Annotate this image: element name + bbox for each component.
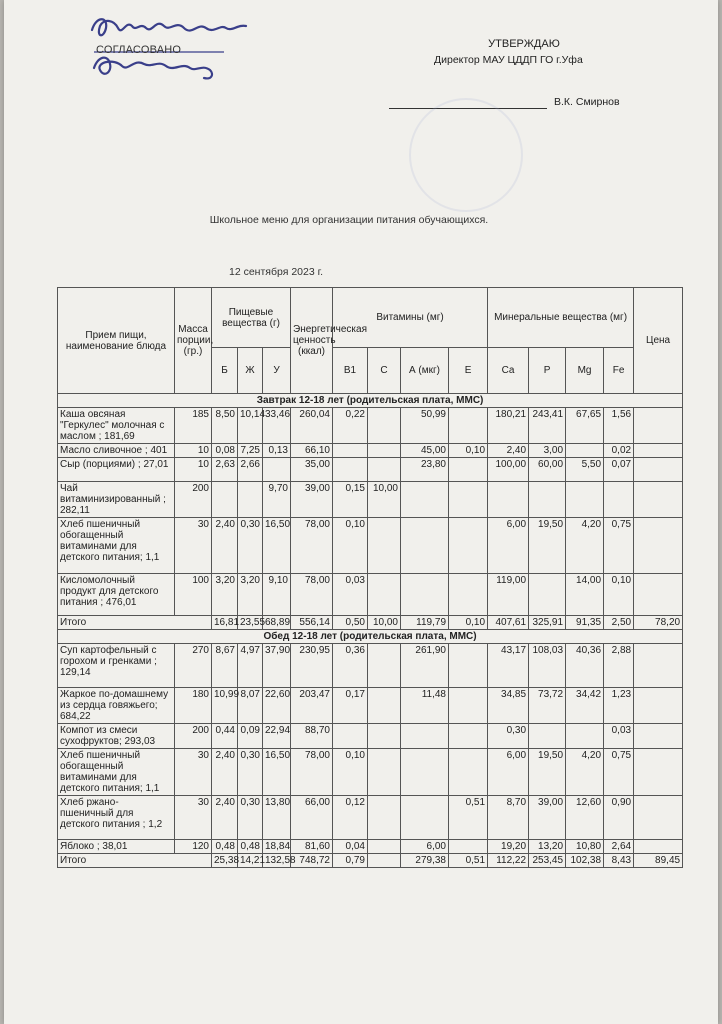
total-b1: 0,79	[333, 854, 368, 868]
header-e: Е	[449, 348, 488, 394]
dish-mass: 120	[175, 840, 212, 854]
dish-a	[401, 724, 449, 749]
dish-mg: 4,20	[566, 749, 604, 796]
section-header-row	[58, 394, 683, 408]
dish-zh: 0,48	[238, 840, 263, 854]
table-row	[58, 574, 683, 616]
dish-e: 0,10	[449, 444, 488, 458]
dish-mass: 180	[175, 688, 212, 724]
dish-price	[634, 688, 683, 724]
total-c	[368, 854, 401, 868]
total-zh: 23,55	[238, 616, 263, 630]
total-label: Итого	[58, 616, 212, 630]
header-u: У	[263, 348, 291, 394]
total-mg: 91,35	[566, 616, 604, 630]
dish-price	[634, 724, 683, 749]
dish-mg: 12,60	[566, 796, 604, 840]
dish-c	[368, 444, 401, 458]
header-b1: В1	[333, 348, 368, 394]
dish-energy: 66,10	[291, 444, 333, 458]
dish-u: 16,50	[263, 749, 291, 796]
dish-e	[449, 574, 488, 616]
dish-energy: 66,00	[291, 796, 333, 840]
dish-fe: 0,03	[604, 724, 634, 749]
dish-name: Хлеб пшеничный обогащенный витаминами для детского питания; 1,1	[58, 749, 175, 796]
dish-mg	[566, 724, 604, 749]
dish-e	[449, 518, 488, 574]
dish-ca: 43,17	[488, 644, 529, 688]
total-energy: 556,14	[291, 616, 333, 630]
total-a: 119,79	[401, 616, 449, 630]
total-price: 89,45	[634, 854, 683, 868]
dish-price	[634, 518, 683, 574]
dish-zh	[238, 482, 263, 518]
dish-p	[529, 574, 566, 616]
dish-mass: 30	[175, 749, 212, 796]
dish-ca: 8,70	[488, 796, 529, 840]
dish-b: 2,40	[212, 518, 238, 574]
total-fe: 8,43	[604, 854, 634, 868]
dish-mass: 270	[175, 644, 212, 688]
dish-energy: 81,60	[291, 840, 333, 854]
header-ca: Са	[488, 348, 529, 394]
dish-a	[401, 796, 449, 840]
dish-b1: 0,17	[333, 688, 368, 724]
section-header-row	[58, 630, 683, 644]
dish-c: 10,00	[368, 482, 401, 518]
dish-p	[529, 482, 566, 518]
dish-b1: 0,22	[333, 408, 368, 444]
dish-c	[368, 840, 401, 854]
dish-zh: 10,14	[238, 408, 263, 444]
dish-mg: 4,20	[566, 518, 604, 574]
dish-mass: 200	[175, 482, 212, 518]
dish-e	[449, 482, 488, 518]
dish-ca: 2,40	[488, 444, 529, 458]
dish-b: 8,50	[212, 408, 238, 444]
dish-p: 19,50	[529, 518, 566, 574]
approve-director: Директор МАУ ЦДДП ГО г.Уфа	[434, 54, 583, 66]
dish-p: 243,41	[529, 408, 566, 444]
dish-energy: 230,95	[291, 644, 333, 688]
dish-zh: 7,25	[238, 444, 263, 458]
dish-b1: 0,36	[333, 644, 368, 688]
dish-a: 50,99	[401, 408, 449, 444]
dish-c	[368, 724, 401, 749]
dish-fe: 1,56	[604, 408, 634, 444]
dish-name: Каша овсяная "Геркулес" молочная с маслом ; 181,69	[58, 408, 175, 444]
table-row	[58, 749, 683, 796]
dish-b: 0,08	[212, 444, 238, 458]
dish-mass: 10	[175, 458, 212, 482]
document-date: 12 сентября 2023 г.	[229, 266, 324, 278]
dish-fe: 1,23	[604, 688, 634, 724]
dish-name: Жаркое по-домашнему из сердца говяжьего; 684,22	[58, 688, 175, 724]
dish-price	[634, 840, 683, 854]
dish-b1	[333, 724, 368, 749]
header-nutrients: Пищевые вещества (г)	[212, 288, 291, 348]
table-row	[58, 840, 683, 854]
dish-a: 23,80	[401, 458, 449, 482]
dish-mg: 67,65	[566, 408, 604, 444]
dish-price	[634, 749, 683, 796]
dish-p: 13,20	[529, 840, 566, 854]
dish-fe: 0,02	[604, 444, 634, 458]
dish-price	[634, 644, 683, 688]
dish-b: 8,67	[212, 644, 238, 688]
dish-mg: 10,80	[566, 840, 604, 854]
dish-u: 9,70	[263, 482, 291, 518]
dish-energy: 203,47	[291, 688, 333, 724]
dish-name: Чай витаминизированный ; 282,11	[58, 482, 175, 518]
total-u: 132,58	[263, 854, 291, 868]
total-row	[58, 854, 683, 868]
dish-price	[634, 482, 683, 518]
total-ca: 407,61	[488, 616, 529, 630]
dish-zh: 0,30	[238, 518, 263, 574]
dish-a: 45,00	[401, 444, 449, 458]
total-ca: 112,22	[488, 854, 529, 868]
dish-p: 19,50	[529, 749, 566, 796]
total-label: Итого	[58, 854, 212, 868]
header-c: С	[368, 348, 401, 394]
dish-ca: 6,00	[488, 749, 529, 796]
table-row	[58, 408, 683, 444]
dish-zh: 0,30	[238, 796, 263, 840]
dish-b: 0,48	[212, 840, 238, 854]
dish-u: 13,80	[263, 796, 291, 840]
dish-a	[401, 482, 449, 518]
total-fe: 2,50	[604, 616, 634, 630]
menu-table	[57, 287, 683, 868]
dish-fe: 2,64	[604, 840, 634, 854]
dish-c	[368, 749, 401, 796]
dish-a: 11,48	[401, 688, 449, 724]
dish-fe: 2,88	[604, 644, 634, 688]
dish-e	[449, 749, 488, 796]
dish-e: 0,51	[449, 796, 488, 840]
dish-c	[368, 644, 401, 688]
dish-c	[368, 796, 401, 840]
dish-u: 22,94	[263, 724, 291, 749]
dish-u	[263, 458, 291, 482]
dish-c	[368, 408, 401, 444]
total-a: 279,38	[401, 854, 449, 868]
dish-mg	[566, 444, 604, 458]
header-b: Б	[212, 348, 238, 394]
table-row	[58, 444, 683, 458]
dish-ca: 100,00	[488, 458, 529, 482]
total-p: 253,45	[529, 854, 566, 868]
total-b: 25,38	[212, 854, 238, 868]
dish-mass: 10	[175, 444, 212, 458]
dish-e	[449, 458, 488, 482]
document-title: Школьное меню для организации питания обучающихся.	[209, 214, 489, 226]
total-b1: 0,50	[333, 616, 368, 630]
dish-b: 2,40	[212, 749, 238, 796]
dish-name: Яблоко ; 38,01	[58, 840, 175, 854]
dish-fe	[604, 482, 634, 518]
dish-mg: 40,36	[566, 644, 604, 688]
dish-e	[449, 688, 488, 724]
dish-c	[368, 518, 401, 574]
dish-a	[401, 749, 449, 796]
dish-ca	[488, 482, 529, 518]
table-row	[58, 518, 683, 574]
dish-price	[634, 444, 683, 458]
table-row	[58, 796, 683, 840]
approve-title: УТВЕРЖДАЮ	[488, 38, 560, 50]
menu-body	[58, 394, 683, 868]
total-zh: 14,21	[238, 854, 263, 868]
dish-u: 37,90	[263, 644, 291, 688]
dish-price	[634, 796, 683, 840]
document-page	[4, 0, 718, 1024]
dish-name: Хлеб пшеничный обогащенный витаминами для детского питания; 1,1	[58, 518, 175, 574]
total-b: 16,81	[212, 616, 238, 630]
dish-zh: 4,97	[238, 644, 263, 688]
dish-energy: 78,00	[291, 518, 333, 574]
faint-stamp	[409, 98, 523, 212]
dish-e	[449, 408, 488, 444]
dish-b: 0,44	[212, 724, 238, 749]
header-zh: Ж	[238, 348, 263, 394]
dish-a	[401, 574, 449, 616]
dish-u: 9,10	[263, 574, 291, 616]
table-row	[58, 644, 683, 688]
table-row	[58, 482, 683, 518]
agreed-label: СОГЛАСОВАНО	[96, 44, 182, 56]
dish-u: 0,13	[263, 444, 291, 458]
dish-b: 3,20	[212, 574, 238, 616]
dish-name: Кисломолочный продукт для детского питания ; 476,01	[58, 574, 175, 616]
dish-mass: 30	[175, 796, 212, 840]
dish-energy: 78,00	[291, 749, 333, 796]
dish-a: 6,00	[401, 840, 449, 854]
dish-ca: 6,00	[488, 518, 529, 574]
dish-zh: 2,66	[238, 458, 263, 482]
dish-mass: 30	[175, 518, 212, 574]
dish-b1: 0,04	[333, 840, 368, 854]
dish-fe: 0,75	[604, 749, 634, 796]
dish-energy: 78,00	[291, 574, 333, 616]
dish-name: Сыр (порциями) ; 27,01	[58, 458, 175, 482]
dish-b: 10,99	[212, 688, 238, 724]
dish-ca: 34,85	[488, 688, 529, 724]
dish-p: 108,03	[529, 644, 566, 688]
dish-b1: 0,15	[333, 482, 368, 518]
dish-b1: 0,12	[333, 796, 368, 840]
dish-p: 3,00	[529, 444, 566, 458]
dish-mass: 100	[175, 574, 212, 616]
section-title: Обед 12-18 лет (родительская плата, ММС)	[58, 630, 683, 644]
dish-u: 18,84	[263, 840, 291, 854]
header-a: А (мкг)	[401, 348, 449, 394]
total-price: 78,20	[634, 616, 683, 630]
dish-b1: 0,10	[333, 749, 368, 796]
dish-name: Хлеб ржано-пшеничный для детского питания ; 1,2	[58, 796, 175, 840]
dish-mg: 14,00	[566, 574, 604, 616]
header-vitamins: Витамины (мг)	[333, 288, 488, 348]
agreed-block	[74, 8, 274, 88]
approve-name: В.К. Смирнов	[554, 96, 620, 108]
dish-b1: 0,10	[333, 518, 368, 574]
dish-mg	[566, 482, 604, 518]
total-mg: 102,38	[566, 854, 604, 868]
dish-ca: 0,30	[488, 724, 529, 749]
dish-ca: 119,00	[488, 574, 529, 616]
dish-a	[401, 518, 449, 574]
section-title: Завтрак 12-18 лет (родительская плата, ММС)	[58, 394, 683, 408]
total-p: 325,91	[529, 616, 566, 630]
header-meal: Прием пищи, наименование блюда	[58, 288, 175, 394]
total-e: 0,51	[449, 854, 488, 868]
dish-b: 2,63	[212, 458, 238, 482]
dish-mg: 5,50	[566, 458, 604, 482]
table-row	[58, 458, 683, 482]
header-energy: Энергетическая ценность (ккал)	[291, 288, 333, 394]
header-p: Р	[529, 348, 566, 394]
dish-ca: 180,21	[488, 408, 529, 444]
dish-zh: 0,09	[238, 724, 263, 749]
dish-energy: 260,04	[291, 408, 333, 444]
header-mass: Масса порции, (гр.)	[175, 288, 212, 394]
dish-p: 60,00	[529, 458, 566, 482]
dish-zh: 3,20	[238, 574, 263, 616]
dish-u: 33,46	[263, 408, 291, 444]
dish-mass: 185	[175, 408, 212, 444]
dish-fe: 0,07	[604, 458, 634, 482]
header-minerals: Минеральные вещества (мг)	[488, 288, 634, 348]
dish-fe: 0,10	[604, 574, 634, 616]
dish-name: Суп картофельный с горохом и гренками ; 129,14	[58, 644, 175, 688]
dish-c	[368, 688, 401, 724]
approve-block	[434, 38, 634, 108]
header-fe: Fe	[604, 348, 634, 394]
dish-price	[634, 458, 683, 482]
dish-mass: 200	[175, 724, 212, 749]
dish-a: 261,90	[401, 644, 449, 688]
total-c: 10,00	[368, 616, 401, 630]
dish-price	[634, 408, 683, 444]
total-e: 0,10	[449, 616, 488, 630]
dish-p	[529, 724, 566, 749]
header-mg: Mg	[566, 348, 604, 394]
dish-b: 2,40	[212, 796, 238, 840]
dish-u: 16,50	[263, 518, 291, 574]
dish-e	[449, 724, 488, 749]
dish-e	[449, 840, 488, 854]
table-row	[58, 724, 683, 749]
dish-name: Масло сливочное ; 401	[58, 444, 175, 458]
dish-p: 73,72	[529, 688, 566, 724]
dish-b	[212, 482, 238, 518]
total-energy: 748,72	[291, 854, 333, 868]
dish-price	[634, 574, 683, 616]
dish-mg: 34,42	[566, 688, 604, 724]
dish-fe: 0,90	[604, 796, 634, 840]
table-row	[58, 688, 683, 724]
dish-b1: 0,03	[333, 574, 368, 616]
total-row	[58, 616, 683, 630]
dish-zh: 8,07	[238, 688, 263, 724]
dish-e	[449, 644, 488, 688]
total-u: 68,89	[263, 616, 291, 630]
dish-p: 39,00	[529, 796, 566, 840]
dish-zh: 0,30	[238, 749, 263, 796]
dish-u: 22,60	[263, 688, 291, 724]
header-price: Цена	[634, 288, 683, 394]
dish-energy: 39,00	[291, 482, 333, 518]
dish-c	[368, 458, 401, 482]
dish-ca: 19,20	[488, 840, 529, 854]
dish-b1	[333, 444, 368, 458]
dish-b1	[333, 458, 368, 482]
dish-energy: 35,00	[291, 458, 333, 482]
dish-c	[368, 574, 401, 616]
dish-fe: 0,75	[604, 518, 634, 574]
dish-name: Компот из смеси сухофруктов; 293,03	[58, 724, 175, 749]
dish-energy: 88,70	[291, 724, 333, 749]
